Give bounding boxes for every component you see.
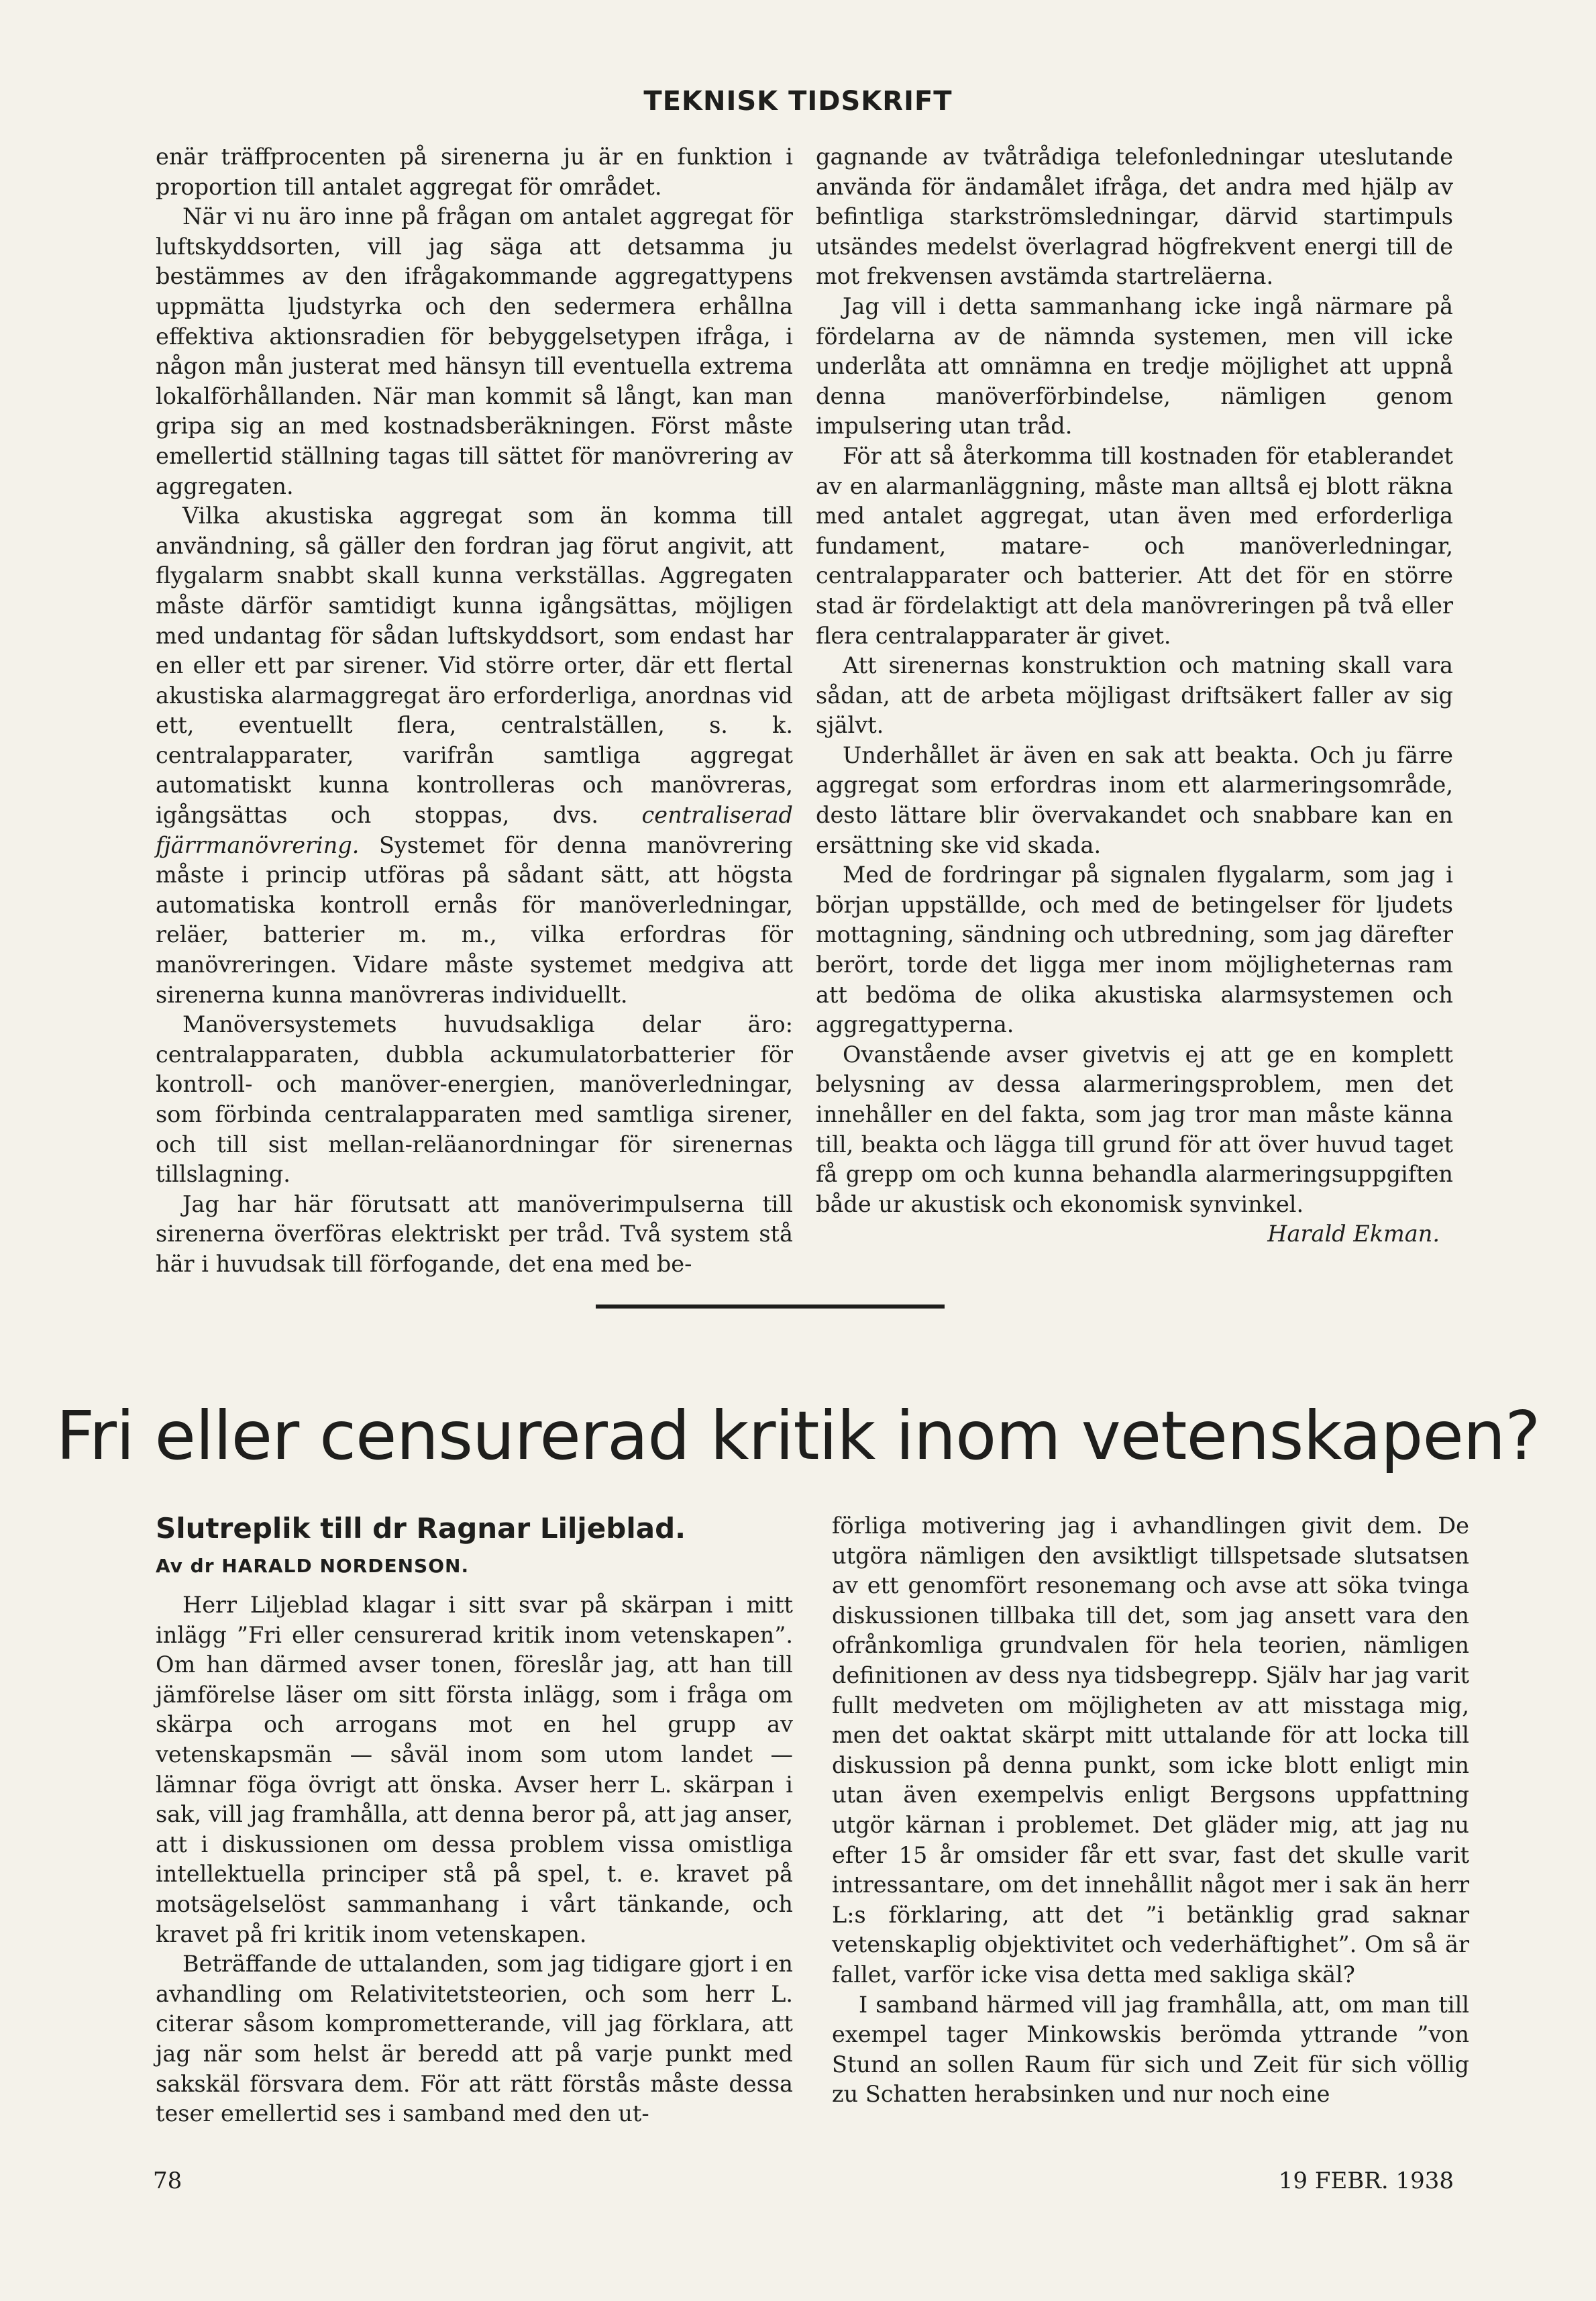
article2-byline: Av dr HARALD NORDENSON. <box>156 1555 470 1577</box>
paragraph: I samband härmed vill jag framhålla, att, om man till exempel tager Minkowskis berömda yttrande ”von Stund an sollen Raum für sich und Zeit für sich völlig zu Schatten herabsinken und nur noch eine <box>832 1991 1469 2108</box>
article2-right-column <box>832 1511 1469 2110</box>
section-divider <box>596 1305 945 1309</box>
paragraph: Herr Liljeblad klagar i sitt svar på skärpan i mitt inlägg ”Fri eller censurerad kritik inom vetenskapen”. Om han därmed avser tonen, föreslår jag, att han till jämförelse läser om sitt första inlägg, som i fråga om skärpa och arrogans mot en hel grupp av vetenskapsmän — såväl inom som utom landet — lämnar föga övrigt att önska. Avser herr L. skärpan i sak, vill jag framhålla, att denna beror på, att jag anser, att i diskussionen om dessa problem vissa omistliga intellektuella principer stå på spel, t. e. kravet på motsägelselöst sammanhang i vårt tänkande, och kravet på fri kritik inom vetenskapen. <box>156 1592 793 1947</box>
journal-header: TEKNISK TIDSKRIFT <box>643 86 953 117</box>
paragraph: förliga motivering jag i avhandlingen givit dem. De utgöra nämligen den avsiktligt tillspetsade slutsatsen av ett genomfört resonemang och avse att söka tvinga diskussionen tillbaka till det, som jag ansett vara den ofrånkomliga grundvalen för hela teorien, nämligen definitionen av dess nya tidsbegrepp. Själv har jag varit fullt medveten om möjligheten av att misstaga mig, men det oaktat skärpt mitt uttalande för att locka till diskussion på denna punkt, som icke blott enligt min utan även exempelvis enligt Bergsons uppfattning utgör kärnan i problemet. Det gläder mig, att jag nu efter 15 år omsider får ett svar, fast det skulle varit intressantare, om det innehållit något mer i sak än herr L:s förklaring, att det ”i betänklig grad saknar vetenskaplig objektivitet och vederhäftighet”. Om så är fallet, varför icke visa detta med sakliga skäl? <box>832 1513 1469 1988</box>
italic-term: centraliserad fjärrmanövrering. <box>156 802 793 858</box>
paragraph: Att sirenernas konstruktion och matning skall vara sådan, att de arbeta möjligast driftsäkert faller av sig självt. <box>816 652 1453 739</box>
author-signature: Harald Ekman. <box>1267 1221 1440 1247</box>
paragraph: När vi nu äro inne på frågan om antalet aggregat för luftskyddsorten, vill jag säga att detsamma ju bestämmes av den ifrågakommande aggregattypens uppmätta ljudstyrka och den sedermera erhållna effektiva aktionsradien för bebyggelsetypen ifråga, i någon mån justerat med hänsyn till eventuella extrema lokalförhållanden. När man kommit så långt, kan man gripa sig an med kostnadsberäkningen. Först måste emellertid ställning tagas till sättet för manövrering av aggregaten. <box>156 203 793 499</box>
paragraph: Med de fordringar på signalen flygalarm, som jag i början uppställde, och med de betingelser för ljudets mottagning, sändning och utbredning, som jag därefter berört, torde det ligga mer inom möjligheternas ram att bedöma de olika akustiska alarmsystemen och aggregattyperna. <box>816 862 1453 1038</box>
article2-left-column <box>156 1510 793 2129</box>
page-number: 78 <box>153 2167 182 2194</box>
paragraph-text: Vilka akustiska aggregat som än komma till användning, så gäller den fordran jag förut angivit, att flygalarm snabbt skall kunna verkställas. Aggregaten måste därför samtidigt kunna igångsättas, möjligen med undantag för sådan luftskyddsort, som endast har en eller ett par sirener. Vid större orter, där ett flertal akustiska alarmaggregat äro erforderliga, anordnas vid ett, eventuellt flera, centralställen, s. k. centralapparater, varifrån samtliga aggregat automatiskt kunna kontrolleras och manövreras, igångsättas och stoppas, dvs. <box>156 503 793 829</box>
paragraph: För att så återkomma till kostnaden för etablerandet av en alarmanläggning, måste man alltså ej blott räkna med antalet aggregat, utan även med erforderliga fundament, matare- och manöverledningar, centralapparater och batterier. Att det för en större stad är fördelaktigt att dela manövreringen på två eller flera centralapparater är givet. <box>816 442 1453 649</box>
article2-title: Fri eller censurerad kritik inom vetenskapen? <box>56 1396 1540 1475</box>
paragraph: Ovanstående avser givetvis ej att ge en komplett belysning av dessa alarmeringsproblem, men det innehåller en del fakta, som jag tror man måste känna till, beakta och lägga till grund för att över huvud taget få grepp om och kunna behandla alarmeringsuppgiften både ur akustisk och ekonomisk synvinkel. <box>816 1041 1453 1217</box>
paragraph <box>156 501 793 1010</box>
article1-right-column <box>816 142 1453 1249</box>
issue-date: 19 FEBR. 1938 <box>1278 2167 1454 2194</box>
paragraph: Jag har här förutsatt att manöverimpulserna till sirenerna överföras elektriskt per tråd. Två system stå här i huvudsak till förfogande, det ena med be- <box>156 1190 793 1277</box>
paragraph: gagnande av tvåtrådiga telefonledningar uteslutande använda för ändamålet ifråga, det andra med hjälp av befintliga starkströmsledningar, därvid startimpuls utsändes medelst överlagrad högfrekvent energi till de mot frekvensen avstämda startreläerna. <box>816 144 1453 290</box>
paragraph: Manöversystemets huvudsakliga delar äro: centralapparaten, dubbla ackumulatorbatterier för kontroll- och manöver-energien, manöverledningar, som förbinda centralapparaten med samtliga sirener, och till sist mellan-reläanordningar för sirenernas tillslagning. <box>156 1011 793 1188</box>
paragraph: Jag vill i detta sammanhang icke ingå närmare på fördelarna av de nämnda systemen, men vill icke underlåta att omnämna en tredje möjlighet att uppnå denna manöverförbindelse, nämligen genom impulsering utan tråd. <box>816 293 1453 440</box>
paragraph: Underhållet är även en sak att beakta. Och ju färre aggregat som erfordras inom ett alarmeringsområde, desto lättare blir övervakandet och snabbare kan en ersättning ske vid skada. <box>816 742 1453 858</box>
article2-subtitle: Slutreplik till dr Ragnar Liljeblad. <box>156 1512 686 1545</box>
paragraph: enär träffprocenten på sirenerna ju är en funktion i proportion till antalet aggregat för området. <box>156 144 793 200</box>
paragraph-text: Systemet för denna manövrering måste i princip utföras på sådant sätt, att högsta automatiska kontroll ernås för manöverledningar, reläer, batterier m. m., vilka erfordras för manövreringen. Vidare måste systemet medgiva att sirenerna kunna manövreras individuellt. <box>156 831 793 1008</box>
article1-left-column <box>156 142 793 1280</box>
paragraph: Beträffande de uttalanden, som jag tidigare gjort i en avhandling om Relativitetsteorien, och som herr L. citerar såsom komprometterande, vill jag förklara, att jag när som helst är beredd att på varje punkt med sakskäl försvara dem. För att rätt förstås måste dessa teser emellertid ses i samband med den ut- <box>156 1951 793 2127</box>
